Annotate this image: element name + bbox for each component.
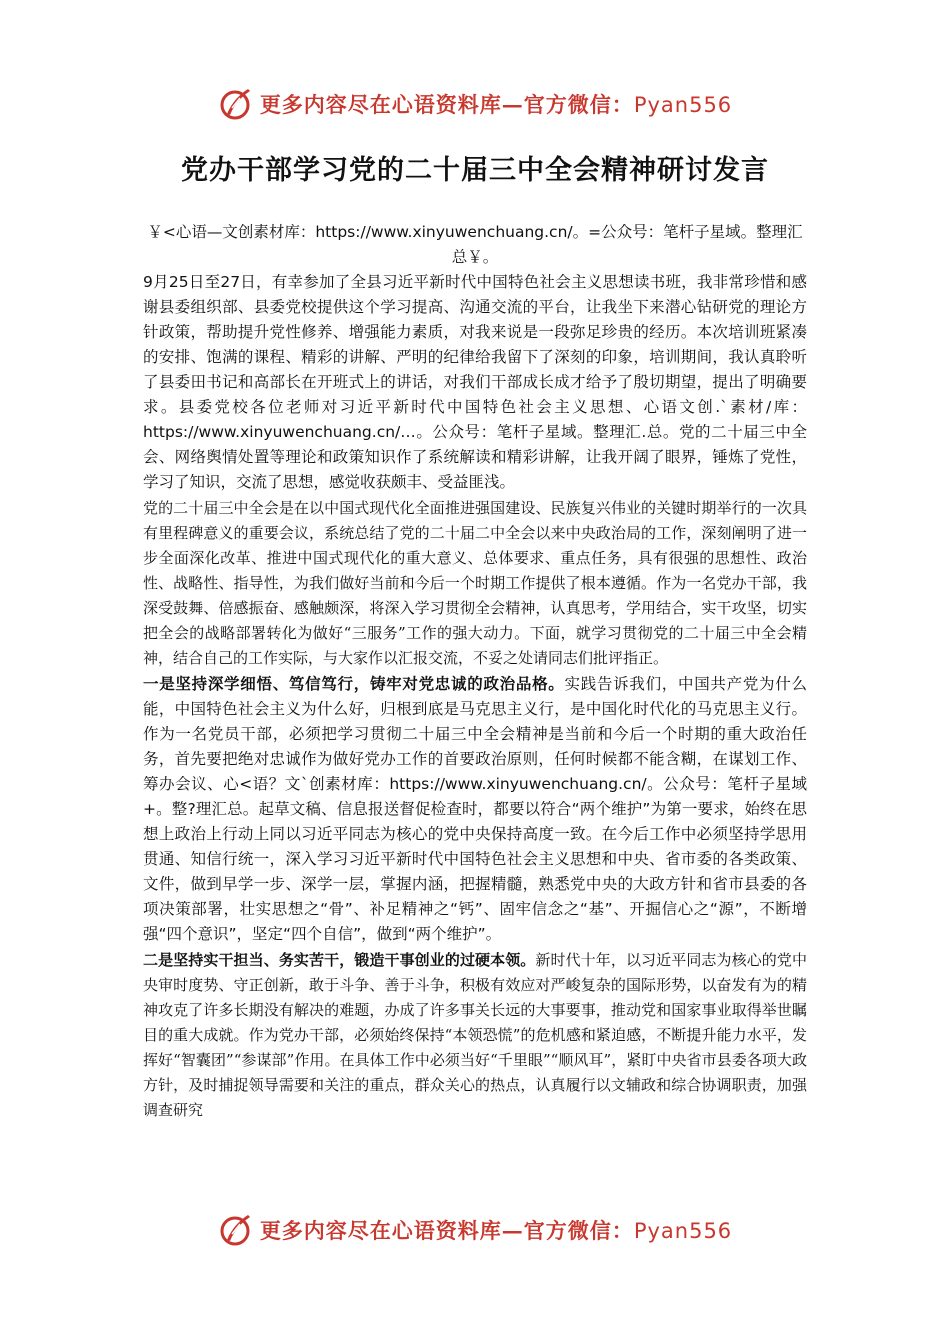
document-title: 党办干部学习党的二十届三中全会精神研讨发言	[181, 155, 769, 186]
quill-logo-icon	[218, 1212, 254, 1248]
source-note: ￥<心语—文创素材库：https://www.xinyuwenchuang.cn/。=公众号：笔杆子星域。整理汇总￥。	[147, 223, 803, 266]
banner-text: 更多内容尽在心语资料库—官方微信：Pyan556	[259, 92, 733, 117]
paragraph-4: 二是坚持实干担当、务实苦干，锻造干事创业的过硬本领。新时代十年，以习近平同志为核心的党中央审时度势、守正创新，敢于斗争、善于斗争，积极有效应对严峻复杂的国际形势，以奋发有为的精神攻克了许多长期没有解决的难题，办成了许多事关长远的大事要事，推动党和国家事业取得举世瞩目的重大成就。作为党办干部，必须始终保持“本领恐慌”的危机感和紧迫感，不断提升能力水平，发挥好“智囊团”“参谋部”作用。在具体工作中必须当好“千里眼”“顺风耳”，紧盯中央省市县委各项大政方针，及时捕捉领导需要和关注的重点，群众关心的热点，认真履行以文辅政和综合协调职责，加强调查研究	[143, 951, 807, 1119]
quill-logo-icon	[218, 86, 254, 122]
footer-banner	[0, 1208, 950, 1252]
paragraph-3: 一是坚持深学细悟、笃信笃行，铸牢对党忠诚的政治品格。实践告诉我们，中国共产党为什么能，中国特色社会主义为什么好，归根到底是马克思主义行，是中国化时代化的马克思主义行。作为一名党员干部，必须把学习贯彻二十届三中全会精神是当前和今后一个时期的重大政治任务，首先要把绝对忠诚作为做好党办工作的首要政治原则，任何时候都不能含糊，在谋划工作、筹办会议、心<语？文`创素材库：https://www.xinyuwenchuang.cn/。公众号：笔杆子星域+。整?理汇总。起草文稿、信息报送督促检查时，都要以符合“两个维护”为第一要求，始终在思想上政治上行动上同以习近平同志为核心的党中央保持高度一致。在今后工作中必须坚持学思用贯通、知信行统一，深入学习习近平新时代中国特色社会主义思想和中央、省市委的各类政策、文件，做到早学一步、深学一层，掌握内涵，把握精髓，熟悉党中央的大政方针和省市县委的各项决策部署，壮实思想之“骨”、补足精神之“钙”、固牢信念之“基”、开掘信心之“源”，不断增强“四个意识”，坚定“四个自信”，做到“两个维护”。	[143, 675, 807, 943]
paragraph-3-lead: 一是坚持深学细悟、笃信笃行，铸牢对党忠诚的政治品格。	[143, 675, 565, 693]
paragraph-4-lead: 二是坚持实干担当、务实苦干，锻造干事创业的过硬本领。	[143, 951, 536, 969]
wechat-id: Pyan556	[633, 1219, 733, 1243]
wechat-id: Pyan556	[633, 93, 733, 117]
document-body	[143, 220, 807, 1123]
banner-text: 更多内容尽在心语资料库—官方微信：Pyan556	[259, 1218, 733, 1243]
header-banner	[0, 82, 950, 126]
paragraph-1: 9月25日至27日，有幸参加了全县习近平新时代中国特色社会主义思想读书班，我非常珍惜和感谢县委组织部、县委党校提供这个学习提高、沟通交流的平台，让我坐下来潜心钻研党的理论方针政策，帮助提升党性修养、增强能力素质，对我来说是一段弥足珍贵的经历。本次培训班紧凑的安排、饱满的课程、精彩的讲解、严明的纪律给我留下了深刻的印象，培训期间，我认真聆听了县委田书记和高部长在开班式上的讲话，对我们干部成长成才给予了殷切期望，提出了明确要求。县委党校各位老师对习近平新时代中国特色社会主义思想、心语文创.`素材/库：https://www.xinyuwenchuang.cn/…。公众号：笔杆子星域。整理汇.总。党的二十届三中全会、网络舆情处置等理论和政策知识作了系统解读和精彩讲解，让我开阔了眼界，锤炼了党性，学习了知识，交流了思想，感觉收获颇丰、受益匪浅。	[143, 273, 807, 491]
paragraph-2: 党的二十届三中全会是在以中国式现代化全面推进强国建设、民族复兴伟业的关键时期举行的一次具有里程碑意义的重要会议，系统总结了党的二十届二中全会以来中央政治局的工作，深刻阐明了进一步全面深化改革、推进中国式现代化的重大意义、总体要求、重点任务，具有很强的思想性、政治性、战略性、指导性，为我们做好当前和今后一个时期工作提供了根本遵循。作为一名党办干部，我深受鼓舞、倍感振奋、感触颇深，将深入学习贯彻全会精神，认真思考，学用结合，实干攻坚，切实把全会的战略部署转化为做好“三服务”工作的强大动力。下面，就学习贯彻党的二十届三中全会精神，结合自己的工作实际，与大家作以汇报交流，不妥之处请同志们批评指正。	[143, 499, 807, 667]
